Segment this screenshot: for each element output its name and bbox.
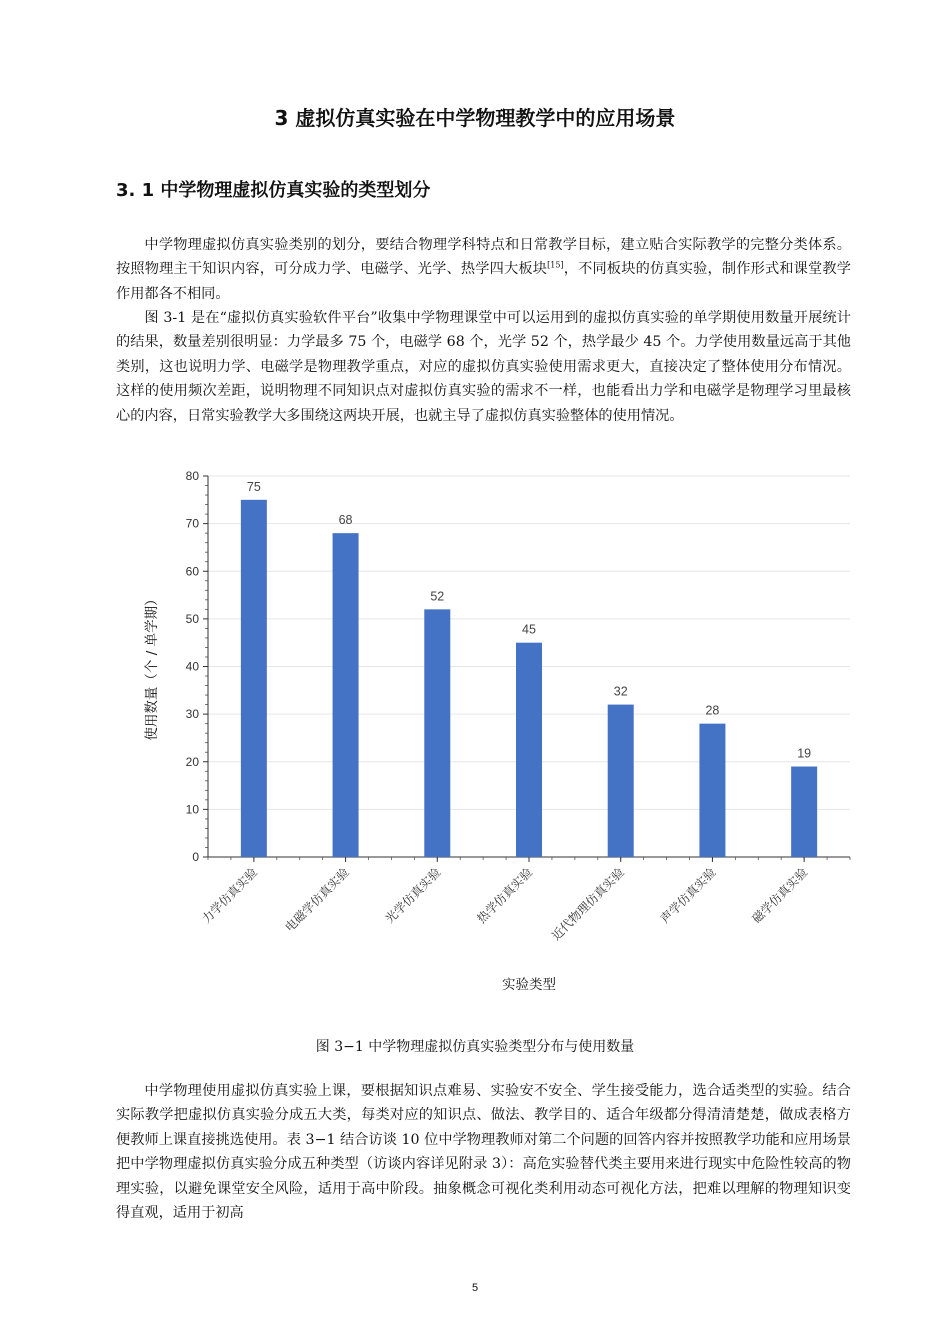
y-axis-title: 使用数量（个 / 单学期） bbox=[144, 592, 160, 741]
bar-value-label: 28 bbox=[705, 703, 720, 718]
y-tick-label: 80 bbox=[185, 469, 199, 483]
x-tick-label: 声学仿真实验 bbox=[657, 865, 719, 927]
paragraph-2: 图 3-1 是在“虚拟仿真实验软件平台”收集中学物理课堂中可以运用到的虚拟仿真实验的单学期使用数量开展统计的结果，数量差别很明显：力学最多 75 个，电磁学 68 个，光学 52 个，热学最少 45 个。力学使用数量远高于其他类别，这也说明力学、电磁学是物理教学重点，对应的虚拟仿真实验使用需求更大，直接决定了整体使用分布情况。这样的使用频次差距，说明物理不同知识点对虚拟仿真实验的需求不一样，也能看出力学和电磁学是物理学习里最核心的内容，日常实验教学大多围绕这两块开展，也就主导了虚拟仿真实验整体的使用情况。 bbox=[116, 310, 851, 424]
x-tick-label: 力学仿真实验 bbox=[199, 865, 260, 927]
chart-labels bbox=[198, 480, 811, 943]
figure-caption: 图 3−1 中学物理虚拟仿真实验类型分布与使用数量 bbox=[315, 1039, 635, 1055]
bar-value-label: 52 bbox=[430, 589, 445, 604]
x-axis-title: 实验类型 bbox=[502, 977, 556, 993]
chapter-title: 3 虚拟仿真实验在中学物理教学中的应用场景 bbox=[274, 106, 676, 130]
y-tick-label: 60 bbox=[185, 564, 199, 579]
bar-value-label: 75 bbox=[246, 479, 261, 494]
bar bbox=[791, 767, 817, 857]
x-tick-label: 光学仿真实验 bbox=[382, 865, 444, 927]
bar bbox=[608, 705, 634, 857]
bar bbox=[241, 500, 267, 857]
x-tick-label: 近代物理仿真实验 bbox=[549, 865, 627, 944]
y-tick-label: 20 bbox=[185, 754, 199, 769]
paragraph-3: 中学物理使用虚拟仿真实验上课，要根据知识点难易、实验安不安全、学生接受能力，选合适类型的实验。结合实际教学把虚拟仿真实验分成五大类，每类对应的知识点、做法、教学目的、适合年级都分得清清楚楚，做成表格方便教师上课直接挑选使用。表 3−1 结合访谈 10 位中学物理教师对第二个问题的回答内容并按照教学功能和应用场景把中学物理虚拟仿真实验分成五种类型（访谈内容详见附录 3）：高危实验替代类主要用来进行现实中危险性较高的物理实验，以避免课堂安全风险，适用于高中阶段。抽象概念可视化类利用动态可视化方法，把难以理解的物理知识变得直观，适用于初高 bbox=[116, 1083, 851, 1222]
paragraph-1 bbox=[116, 233, 851, 306]
y-tick-label: 50 bbox=[185, 611, 199, 626]
x-tick-label: 电磁学仿真实验 bbox=[282, 865, 352, 935]
bar bbox=[516, 643, 542, 857]
bar-chart bbox=[130, 462, 860, 1002]
bar-value-label: 19 bbox=[797, 746, 812, 761]
bar bbox=[699, 724, 725, 857]
x-tick-label: 热学仿真实验 bbox=[474, 865, 536, 927]
bar bbox=[424, 609, 450, 857]
paragraph-1-tail: ，不同板块的仿真实验，制作形式和课堂教学作用都各不相同。 bbox=[116, 261, 851, 302]
citation-ref: [15] bbox=[547, 260, 564, 270]
y-tick-label: 30 bbox=[185, 707, 199, 722]
bar-value-label: 32 bbox=[613, 684, 628, 699]
bar-value-label: 45 bbox=[522, 622, 536, 637]
page-number: 5 bbox=[471, 1282, 479, 1294]
y-tick-label: 10 bbox=[185, 802, 199, 817]
chart-bars bbox=[241, 500, 817, 857]
y-tick-label: 0 bbox=[192, 850, 199, 864]
section-title: 3. 1 中学物理虚拟仿真实验的类型划分 bbox=[116, 180, 431, 201]
bar bbox=[333, 533, 359, 857]
paragraph-1-text: 中学物理虚拟仿真实验类别的划分，要结合物理学科特点和日常教学目标，建立贴合实际教学的完整分类体系。按照物理主干知识内容，可分成力学、电磁学、光学、热学四大板块 bbox=[116, 237, 851, 278]
x-tick-label: 磁学仿真实验 bbox=[749, 865, 811, 927]
y-tick-label: 70 bbox=[185, 516, 199, 531]
y-tick-label: 40 bbox=[185, 659, 199, 674]
bar-value-label: 68 bbox=[338, 513, 353, 528]
